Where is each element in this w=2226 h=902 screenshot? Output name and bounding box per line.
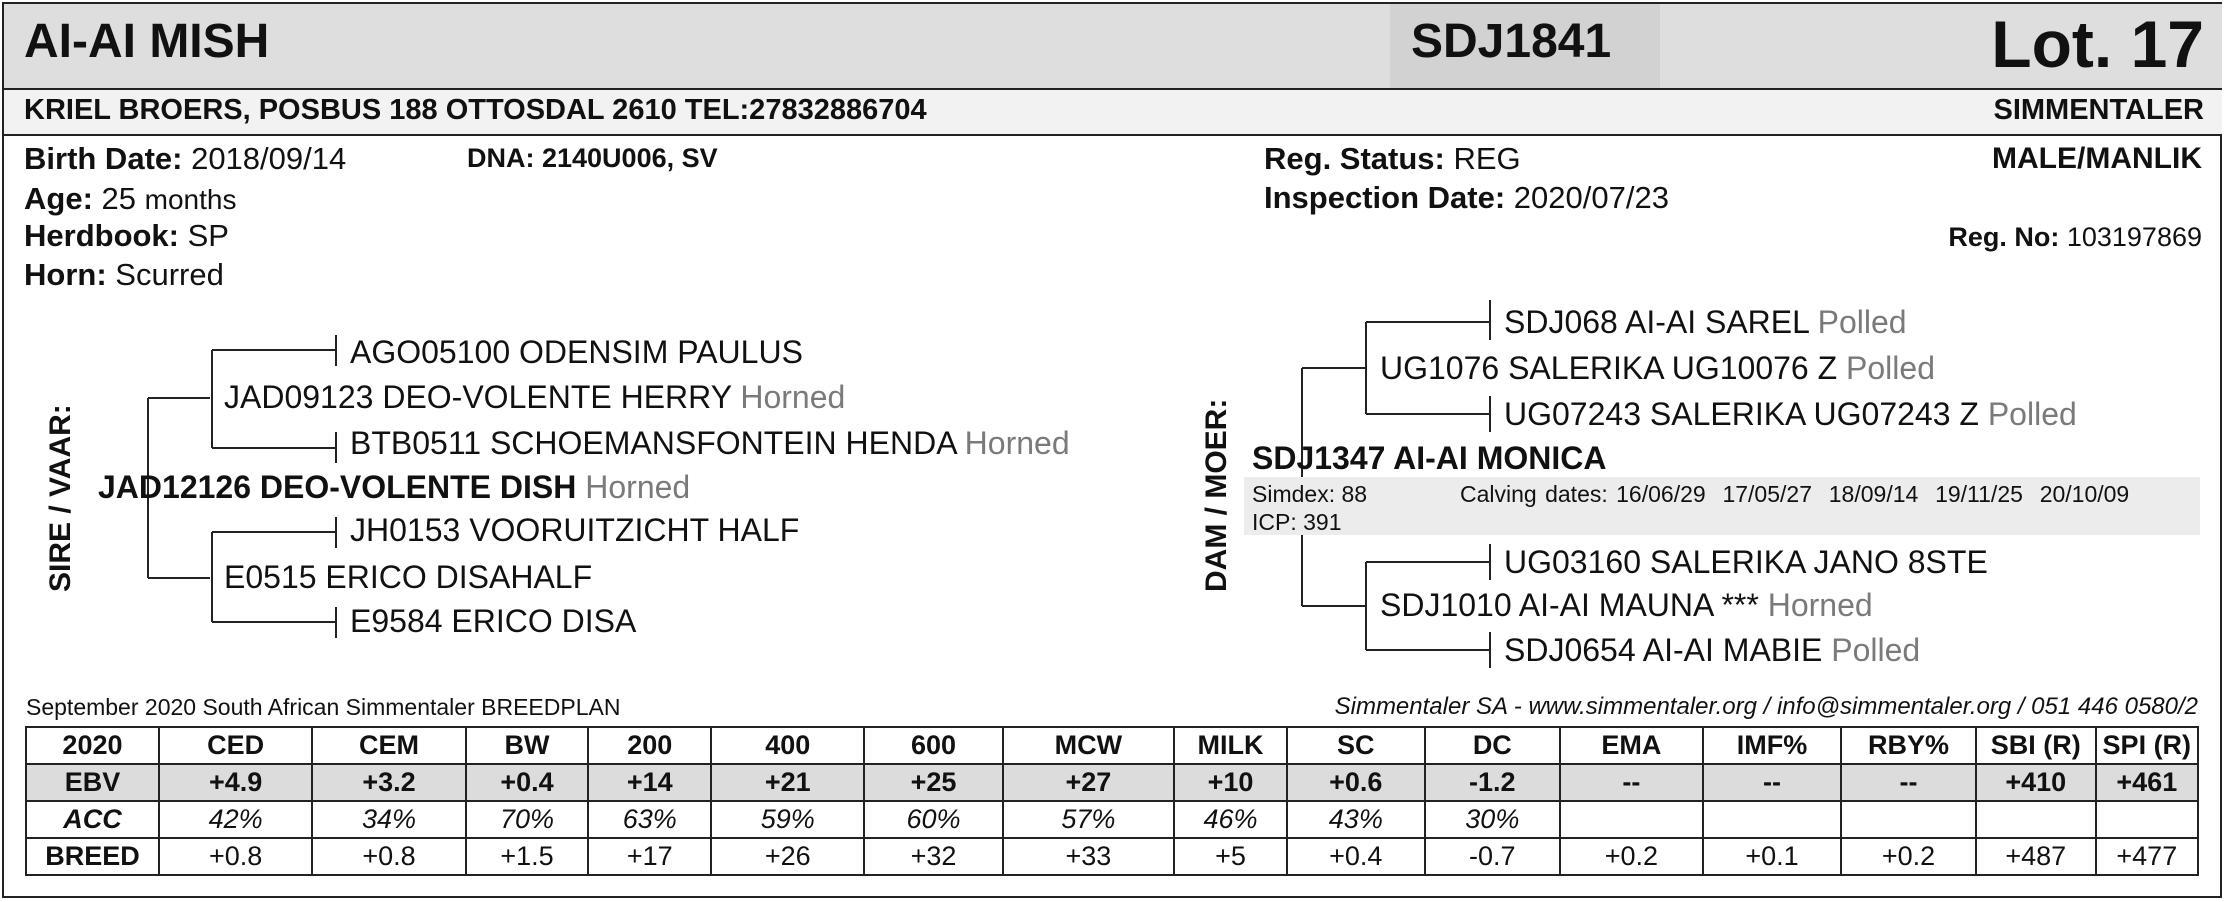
sire-dam-dam [350,603,636,640]
sire-dam [224,559,592,596]
table-header-cell: CED [159,727,312,764]
dam-sire-dam [1504,396,2077,433]
table-cell: 34% [312,801,465,838]
table-row-acc [26,801,2198,838]
table-cell: +33 [1003,838,1175,875]
table-cell: 59% [711,801,864,838]
sire-horn: Horned [585,469,691,505]
sire-side-label: SIRE / VAAR: [44,404,77,592]
herdbook-label: Herdbook: [24,218,179,253]
table-cell: -- [1703,764,1841,801]
sire-sire-dam [350,425,1070,462]
table-header-cell: BW [466,727,589,764]
table-header-cell: 400 [711,727,864,764]
table-cell: -1.2 [1425,764,1560,801]
table-cell: +5 [1174,838,1286,875]
dam-sire-sire [1504,304,1907,341]
table-header-cell: RBY% [1841,727,1976,764]
table-cell [1560,801,1703,838]
table-cell: +0.2 [1560,838,1703,875]
dam-name: SDJ1347 AI-AI MONICA [1252,440,1607,476]
table-cell: 46% [1174,801,1286,838]
table-cell: +25 [864,764,1002,801]
sire-sire [224,379,845,416]
table-cell: +0.2 [1841,838,1976,875]
breed-name: SIMMENTALER [1993,94,2204,126]
calving-date: 20/10/09 [2039,481,2130,507]
dam-sire-dam-name: UG07243 SALERIKA UG07243 Z [1504,396,1979,432]
table-header-cell: 200 [588,727,711,764]
table-header-cell: 2020 [26,727,159,764]
table-row-ebv [26,764,2198,801]
sire-sire-sire-name: AGO05100 ODENSIM PAULUS [350,334,803,370]
table-cell [2096,801,2198,838]
sire-dam-sire-name: JH0153 VOORUITZICHT HALF [350,512,800,548]
dam-sire-sire-name: SDJ068 AI-AI SAREL [1504,304,1809,340]
animal-name: AI-AI MISH [24,15,270,68]
dam-sire [1380,350,1935,387]
table-row-breed [26,838,2198,875]
dam-dam-sire-name: UG03160 SALERIKA JANO 8STE [1504,544,1988,580]
table-header-cell: MCW [1003,727,1175,764]
dam-sire-sire-horn: Polled [1817,304,1907,340]
table-header-cell: CEM [312,727,465,764]
sire-name: JAD12126 DEO-VOLENTE DISH [98,469,577,505]
table-cell: ACC [26,801,159,838]
age-unit: months [144,184,237,215]
sire-sire-dam-name: BTB0511 SCHOEMANSFONTEIN HENDA [350,425,956,461]
ebv-table [25,726,2199,876]
table-cell: +487 [1976,838,2096,875]
lot-number: Lot. 17 [1991,7,2204,81]
table-cell: +410 [1976,764,2096,801]
table-cell: BREED [26,838,159,875]
table-header-cell: MILK [1174,727,1286,764]
table-header-cell: 600 [864,727,1002,764]
dna-info: DNA: 2140U006, SV [467,143,718,173]
animal-id: SDJ1841 [1411,15,1612,68]
table-cell: +26 [711,838,864,875]
table-cell: 70% [466,801,589,838]
table-cell: +0.8 [312,838,465,875]
reg-no-value: 103197869 [2066,222,2202,252]
reg-status-value: REG [1453,141,1521,176]
table-header-cell: SPI (R) [2096,727,2198,764]
sire-dam-name: E0515 ERICO DISAHALF [224,559,593,595]
table-cell [1703,801,1841,838]
breedplan-caption: September 2020 South African Simmentaler BREEDPLAN [26,694,621,720]
table-cell: 42% [159,801,312,838]
table-cell [1841,801,1976,838]
dam-simdex: Simdex: 88 [1252,481,1368,507]
table-cell: 57% [1003,801,1175,838]
dam-dam-dam-horn: Polled [1831,632,1921,668]
calving-date: 16/06/29 [1616,481,1706,507]
table-cell: 43% [1287,801,1425,838]
sire-dam-dam-name: E9584 ERICO DISA [350,603,637,639]
table-header-cell: DC [1425,727,1560,764]
age-label: Age: [24,181,93,216]
table-header-row [26,727,2198,764]
table-header-cell: SC [1287,727,1425,764]
age-value: 25 [101,181,136,216]
calving-date: 19/11/25 [1935,481,2023,507]
dam-sire-name: UG1076 SALERIKA UG10076 Z [1380,350,1838,386]
reg-no-label: Reg. No: [1948,222,2060,252]
dam-sire-dam-horn: Polled [1987,396,2077,432]
table-cell: +0.1 [1703,838,1841,875]
herdbook-value: SP [187,218,229,253]
table-cell: +0.6 [1287,764,1425,801]
calving-date: 17/05/27 [1722,481,1812,507]
table-cell: -- [1841,764,1976,801]
table-header-cell: IMF% [1703,727,1841,764]
table-cell: +0.4 [1287,838,1425,875]
table-cell: +14 [588,764,711,801]
table-cell: EBV [26,764,159,801]
table-cell: +3.2 [312,764,465,801]
dam-dam [1380,587,1873,624]
sire-sire-name: JAD09123 DEO-VOLENTE HERRY [224,379,732,415]
dam-sire-horn: Polled [1846,350,1935,386]
dam-dam-horn: Horned [1767,587,1873,623]
dam-icp: ICP: 391 [1252,509,1342,535]
table-cell: +10 [1174,764,1286,801]
table-cell: +1.5 [466,838,589,875]
table-cell: 30% [1425,801,1560,838]
table-cell: 60% [864,801,1002,838]
dam-side-label: DAM / MOER: [1200,398,1233,592]
society-contact: Simmentaler SA - www.simmentaler.org / info@simmentaler.org / 051 446 0580/2 [1334,693,2198,720]
calving-label: Calving dates: [1460,481,1608,507]
calving-dates [1460,481,2129,508]
table-header-cell: SBI (R) [1976,727,2096,764]
inspection-label: Inspection Date: [1264,180,1506,215]
sire [98,469,690,506]
dam-dam-dam-name: SDJ0654 AI-AI MABIE [1504,632,1823,668]
table-cell: +0.4 [466,764,589,801]
sex: MALE/MANLIK [1992,142,2202,175]
table-cell: +17 [588,838,711,875]
dam-dam-dam [1504,632,1920,669]
dam-dam-sire [1504,544,1988,581]
table-cell: +461 [2096,764,2198,801]
table-cell: +4.9 [159,764,312,801]
table-cell: 63% [588,801,711,838]
table-cell: +27 [1003,764,1175,801]
horn-label: Horn: [24,257,107,292]
table-cell: +32 [864,838,1002,875]
table-cell [1976,801,2096,838]
table-header-cell: EMA [1560,727,1703,764]
horn-value: Scurred [115,257,224,292]
sire-sire-sire [350,334,803,371]
inspection-value: 2020/07/23 [1513,180,1669,215]
sire-dam-sire [350,512,799,549]
birth-date-label: Birth Date: [24,141,183,176]
owner-address: KRIEL BROERS, POSBUS 188 OTTOSDAL 2610 TEL:27832886704 [24,94,927,126]
table-cell: +477 [2096,838,2198,875]
dam-dam-name: SDJ1010 AI-AI MAUNA *** [1380,587,1759,623]
sire-sire-horn: Horned [740,379,846,415]
table-cell: -- [1560,764,1703,801]
sire-sire-dam-horn: Horned [964,425,1070,461]
reg-status-label: Reg. Status: [1264,141,1445,176]
birth-date-value: 2018/09/14 [191,141,347,176]
table-cell: +0.8 [159,838,312,875]
calving-date: 18/09/14 [1828,481,1919,507]
table-cell: +21 [711,764,864,801]
table-cell: -0.7 [1425,838,1560,875]
